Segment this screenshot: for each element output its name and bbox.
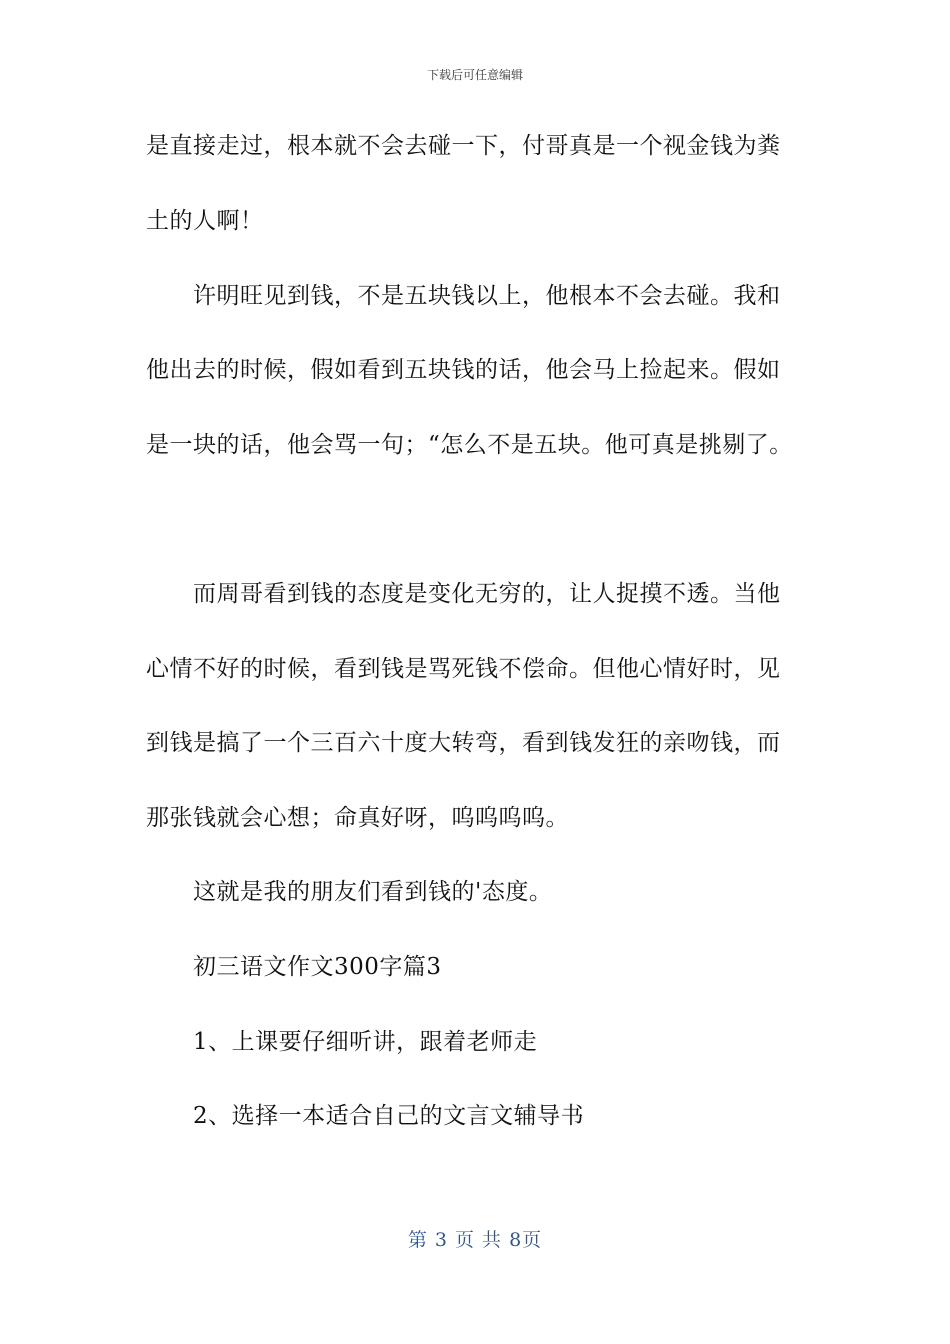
text-line: 这就是我的朋友们看到钱的'态度。	[193, 879, 553, 905]
text-line: 心情不好的时候，看到钱是骂死钱不偿命。但他心情好时，见	[146, 656, 781, 682]
text-line: 是一块的话，他会骂一句；“怎么不是五块。他可真是挑剔了。	[146, 432, 793, 458]
page-header: 下载后可任意编辑	[426, 68, 523, 82]
text-line: 许明旺见到钱，不是五块钱以上，他根本不会去碰。我和	[193, 283, 781, 309]
list-item: 1、上课要仔细听讲，跟着老师走	[193, 1029, 538, 1055]
text-line: 而周哥看到钱的态度是变化无穷的，让人捉摸不透。当他	[193, 581, 781, 607]
text-line: 是直接走过，根本就不会去碰一下，付哥真是一个视金钱为粪	[146, 133, 781, 159]
section-heading: 初三语文作文300字篇3	[193, 954, 442, 980]
list-item: 2、选择一本适合自己的文言文辅导书	[193, 1103, 585, 1129]
page-number: 第 3 页 共 8页	[407, 1229, 543, 1251]
text-line: 土的人啊！	[146, 208, 264, 234]
text-line: 他出去的时候，假如看到五块钱的话，他会马上捡起来。假如	[146, 357, 781, 383]
text-line: 到钱是搞了一个三百六十度大转弯，看到钱发狂的亲吻钱，而	[146, 730, 781, 756]
text-line: 那张钱就会心想；命真好呀，呜呜呜呜。	[146, 805, 569, 831]
